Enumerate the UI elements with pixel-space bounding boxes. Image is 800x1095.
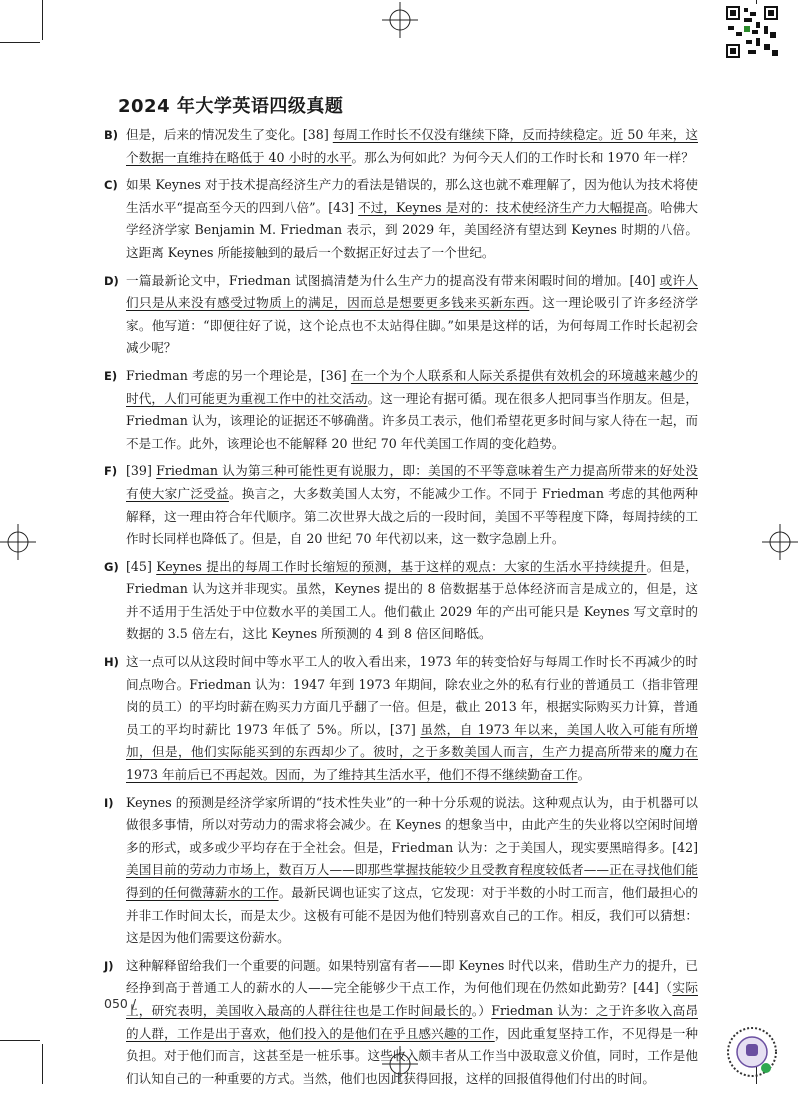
- text-segment: 。这一理论有据可循。现在很多人把同事当作朋友。但是，Friedman 认为，该理论的证据还不够确凿。许多员工表示，他们希望花更多时间与家人待在一起，而不是工作。此外，该理论也不能解释 20 世纪 70 年代美国工作周的变化趋势。: [126, 390, 699, 451]
- page-number: 050 /: [104, 996, 137, 1011]
- paragraph-text: [126, 368, 698, 451]
- paragraph-label: E): [104, 368, 118, 383]
- paragraph-text: [126, 958, 698, 1086]
- paragraph-text: [126, 654, 698, 782]
- underlined-answer-text: Friedman 认为：之于许多收入高昂的人群，工作是出于喜欢，他们投入的是他们在乎且感兴趣的工作: [126, 1002, 698, 1041]
- paragraph-c: [104, 174, 698, 264]
- crop-mark-bottom-left-v: [42, 1044, 43, 1084]
- registration-mark-left: [0, 524, 36, 560]
- underlined-answer-text: Friedman 认为第三种可能性更有说服力，即：美国的不平等意味着生产力提高所带来的好处没有使大家广泛受益: [126, 463, 699, 501]
- paragraph-d: [104, 270, 698, 360]
- paragraph-i: [104, 792, 698, 950]
- underlined-answer-text: Keynes 提出的每周工作时长缩短的预测，基于这样的观点：大家的生活水平持续提升: [156, 558, 647, 574]
- text-segment: 。那么为何如此？为何今天人们的工作时长和 1970 年一样？: [351, 149, 694, 165]
- text-segment: 一篇最新论文中，Friedman 试图搞清楚为什么生产力的提高没有带来闲暇时间的增加。[40]: [126, 272, 660, 288]
- text-segment: Friedman 考虑的另一个理论是，[36]: [126, 367, 351, 383]
- paragraph-label: I): [104, 795, 114, 810]
- text-segment: 但是，后来的情况发生了变化。[38]: [126, 127, 333, 142]
- page-title: 2024 年大学英语四级真题: [118, 96, 344, 117]
- text-segment: Keynes 的预测是经济学家所谓的“技术性失业”的一种十分乐观的说法。这种观点认为，由于机器可以做很多事情，所以对劳动力的需求将会减少。在 Keynes 的想象当中，由此产生的失业将以空闲时间增多的形式，或多或少平均存在于全社会。但是，Friedman 认为：之于美国人，现实要黑暗得多。[42]: [126, 794, 698, 855]
- paragraph-text: [126, 463, 698, 546]
- paragraph-label: C): [104, 178, 118, 193]
- underlined-answer-text: 每周工作时长不仅没有继续下降，反而持续稳定。近 50 年来，这个数据一直维持在略低于 40 小时的水平: [126, 127, 698, 165]
- paragraph-j: [104, 955, 698, 1091]
- article-body: [104, 124, 698, 1095]
- underlined-answer-text: 或许人们只是从来没有感受过物质上的满足，因而总是想要更多钱来买新东西: [126, 272, 698, 311]
- text-segment: [39]: [126, 463, 157, 479]
- text-segment: [45]: [126, 558, 157, 574]
- text-segment: 这一点可以从这段时间中等水平工人的收入看出来，1973 年的转变恰好与每周工作时长不再减少的时间点吻合。Friedman 认为：1947 年到 1973 年期间，除农业之外的私有行业的普通员工（指非管理岗的员工）的平均时薪在购买力方面几乎翻了一倍。但是，截止 2013 年，根据实际购买力计算，普通员工的平均时薪比 1973 年低了 5%。所以，[37]: [126, 654, 698, 737]
- text-segment: 。: [577, 767, 591, 783]
- underlined-answer-text: 实际上，研究表明，美国收入最高的人群往往也是工作时间最长的: [126, 980, 698, 1018]
- text-segment: 。哈佛大学经济学家 Benjamin M. Friedman 表示，到 2029 年，美国经济有望达到 Keynes 时期的八倍。这距离 Keynes 所能接触到的最后一个数据正好过去了一个世纪。: [126, 199, 698, 260]
- text-segment: 。换言之，大多数美国人太穷，不能减少工作。不同于 Friedman 考虑的其他两种解释，这一理由符合年代顺序。第二次世界大战之后的一段时间，美国不平等程度下降，每周持续的工作时长同样也降低了。但是，自 20 世纪 70 年代初以来，这一数字急剧上升。: [126, 485, 699, 547]
- crop-mark-top-left-v: [42, 0, 43, 40]
- underlined-answer-text: 美国目前的劳动力市场上，数百万人——即那些掌握技能较少且受教育程度较低者——正在寻找他们能得到的任何微薄薪水的工作: [126, 862, 698, 900]
- paragraph-text: [126, 795, 698, 946]
- paragraph-h: [104, 651, 698, 787]
- paragraph-label: J): [104, 958, 114, 973]
- stamp-logo-icon: [724, 1024, 780, 1080]
- text-segment: 。这一理论吸引了许多经济学家。他写道：“即便往好了说，这个论点也不太站得住脚。”如果是这样的话，为何每周工作时长起初会减少呢？: [126, 295, 699, 356]
- paragraph-e: [104, 365, 698, 455]
- text-segment: 。但是，Friedman 认为这并非现实。虽然，Keynes 提出的 8 倍数据基于总体经济而言是成立的，但是，这并不适用于生活处于中位数水平的美国工人。他们截止 2029 年的产出可能只是 Keynes 写文章时的数据的 3.5 倍左右，这比 Keynes 所预测的 4 到 8 倍区间略低。: [126, 558, 699, 642]
- paragraph-text: [126, 559, 698, 642]
- paragraph-label: F): [104, 464, 118, 479]
- paragraph-f: [104, 460, 698, 550]
- registration-mark-right: [762, 524, 798, 560]
- text-segment: 。）: [471, 1002, 492, 1018]
- paragraph-text: [126, 177, 698, 260]
- paragraph-label: G): [104, 559, 119, 574]
- paragraph-label: B): [104, 128, 119, 142]
- paragraph-g: [104, 556, 698, 646]
- text-segment: ，因此重复坚持工作，不见得是一种负担。对于他们而言，这甚至是一桩乐事。这些收入颇丰者从工作当中汲取意义价值，同时，工作是他们认知自己的一种重要的方式。当然，他们也因此获得回报，这样的回报值得他们付出的时间。: [126, 1025, 699, 1086]
- paragraph-b: [104, 124, 698, 169]
- underlined-answer-text: 不过，Keynes 是对的：技术使经济生产力大幅提高: [358, 199, 648, 215]
- text-segment: 这种解释留给我们一个重要的问题。如果特别富有者——即 Keynes 时代以来，借助生产力的提升，已经挣到高于普通工人的薪水的人——完全能够少干点工作，为何他们现在仍然如此勤劳？[44]（: [126, 957, 698, 996]
- paragraph-text: [126, 127, 698, 165]
- crop-mark-top-left-h: [0, 42, 40, 43]
- qr-code-icon: [724, 4, 780, 60]
- underlined-answer-text: 在一个为个人联系和人际关系提供有效机会的环境越来越少的时代，人们可能更为重视工作中的社交活动: [126, 367, 698, 406]
- registration-mark-top: [382, 2, 418, 38]
- underlined-answer-text: 虽然，自 1973 年以来，美国人收入可能有所增加，但是，他们实际能买到的东西却少了。彼时，之于多数美国人而言，生产力提高所带来的魔力在 1973 年前后已不再起效。因而，为了维持其生活水平，他们不得不继续勤奋工作: [126, 721, 698, 783]
- paragraph-label: H): [104, 655, 119, 670]
- text-segment: 。最新民调也证实了这点，它发现：对于半数的小时工而言，他们最担心的并非工作时间太长，而是太少。这极有可能不是因为他们特别喜欢自己的工作。相反，我们可以猜想：这是因为他们需要这份薪水。: [126, 885, 699, 946]
- paragraph-label: D): [104, 273, 119, 288]
- crop-mark-bottom-left-h: [0, 1040, 40, 1041]
- paragraph-text: [126, 273, 698, 356]
- text-segment: 如果 Keynes 对于技术提高经济生产力的看法是错误的，那么这也就不难理解了，因为他认为技术将使生活水平“提高至今天的四到八倍”。[43]: [126, 177, 698, 215]
